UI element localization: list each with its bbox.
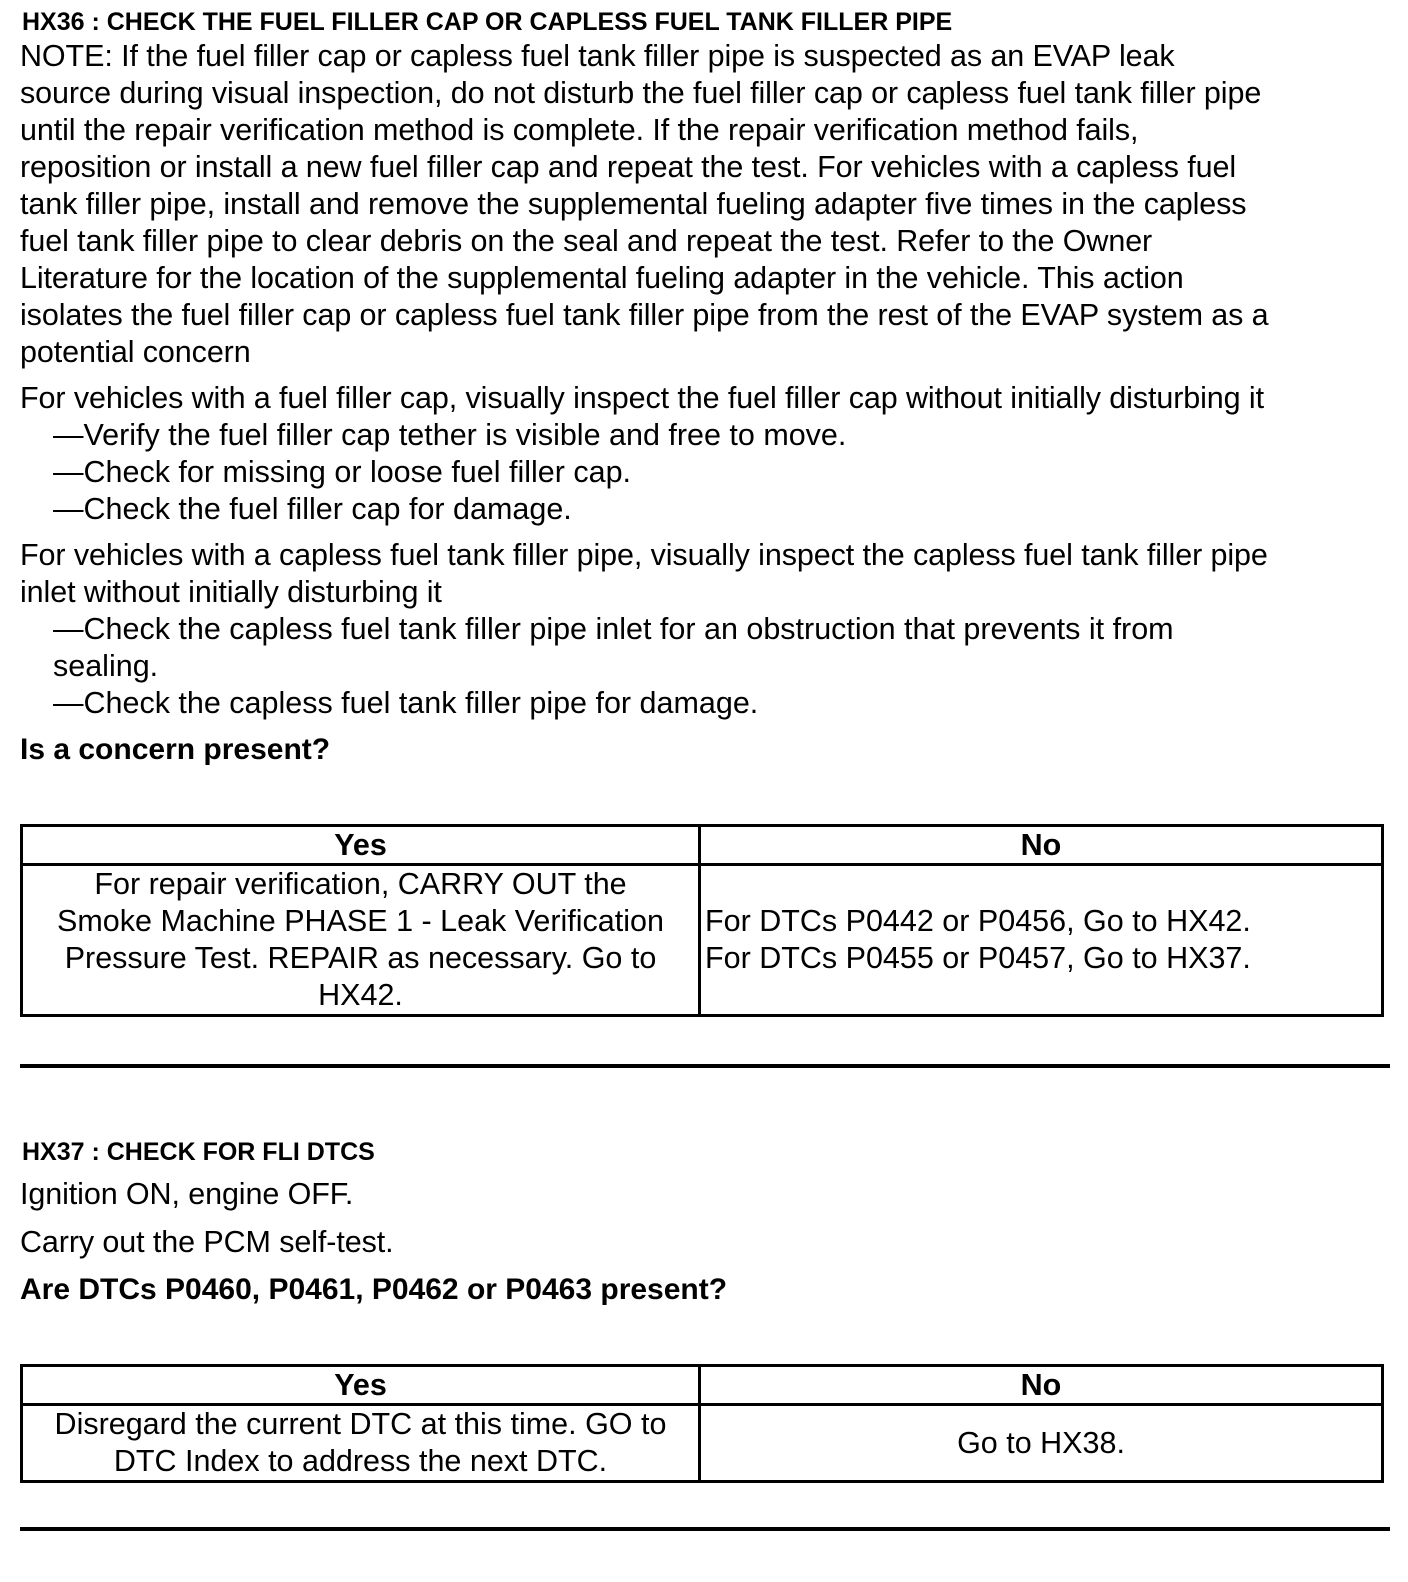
note-line: tank filler pipe, install and remove the supplemental fueling adapter five times in the capless bbox=[20, 187, 1247, 221]
yes-header: Yes bbox=[22, 826, 700, 865]
note-line: isolates the fuel filler cap or capless fuel tank filler pipe from the rest of the EVAP system as a bbox=[20, 298, 1269, 332]
note-line: potential concern bbox=[20, 335, 251, 369]
table-header-row bbox=[22, 826, 1383, 865]
cell-line: Disregard the current DTC at this time. GO to bbox=[54, 1407, 667, 1441]
yes-cell bbox=[22, 1405, 700, 1482]
table-row bbox=[22, 865, 1383, 1016]
note-line: source during visual inspection, do not disturb the fuel filler cap or capless fuel tank filler pipe bbox=[20, 76, 1262, 110]
no-cell: Go to HX38. bbox=[700, 1405, 1383, 1482]
step-text: Carry out the PCM self-test. bbox=[20, 1225, 394, 1259]
capless-intro-line: For vehicles with a capless fuel tank filler pipe, visually inspect the capless fuel tank filler pipe bbox=[20, 538, 1268, 572]
section-divider bbox=[20, 1064, 1390, 1068]
capless-intro bbox=[20, 537, 1392, 611]
note-paragraph bbox=[20, 38, 1392, 371]
no-header: No bbox=[700, 1366, 1383, 1405]
note-line: fuel tank filler pipe to clear debris on the seal and repeat the test. Refer to the Owner bbox=[20, 224, 1153, 258]
cell-line: DTC Index to address the next DTC. bbox=[113, 1444, 608, 1478]
no-cell bbox=[700, 865, 1383, 1016]
capless-checklist bbox=[20, 611, 1392, 722]
table-header-row bbox=[22, 1366, 1383, 1405]
fuel-cap-intro: For vehicles with a fuel filler cap, visually inspect the fuel filler cap without initially disturbing it bbox=[20, 381, 1264, 415]
cell-line: Smoke Machine PHASE 1 - Leak Verification bbox=[57, 904, 664, 938]
cell-line: For repair verification, CARRY OUT the bbox=[94, 867, 627, 901]
note-line: until the repair verification method is complete. If the repair verification method fails, bbox=[20, 113, 1139, 147]
note-line: Literature for the location of the supplemental fueling adapter in the vehicle. This action bbox=[20, 261, 1184, 295]
list-item: sealing. bbox=[53, 649, 159, 683]
capless-intro-line: inlet without initially disturbing it bbox=[20, 575, 442, 609]
cell-line: For DTCs P0455 or P0457, Go to HX37. bbox=[705, 941, 1251, 975]
yes-header: Yes bbox=[22, 1366, 700, 1405]
list-item: —Check the capless fuel tank filler pipe for damage. bbox=[53, 686, 759, 720]
section-divider bbox=[20, 1527, 1390, 1531]
yes-no-table-hx36 bbox=[20, 824, 1384, 1017]
list-item: —Check the capless fuel tank filler pipe inlet for an obstruction that prevents it from bbox=[53, 612, 1174, 646]
no-header: No bbox=[700, 826, 1383, 865]
cell-line: Pressure Test. REPAIR as necessary. Go to bbox=[64, 941, 657, 975]
list-item: —Verify the fuel filler cap tether is visible and free to move. bbox=[53, 418, 847, 452]
cell-line: HX42. bbox=[318, 978, 403, 1012]
section-heading-hx37: HX37 : CHECK FOR FLI DTCS bbox=[22, 1138, 375, 1166]
yes-cell bbox=[22, 865, 700, 1016]
list-item: —Check the fuel filler cap for damage. bbox=[53, 492, 572, 526]
note-line: reposition or install a new fuel filler cap and repeat the test. For vehicles with a capless fuel bbox=[20, 150, 1237, 184]
document-page bbox=[20, 6, 1392, 1531]
fuel-cap-checklist bbox=[20, 417, 1392, 528]
table-row bbox=[22, 1405, 1383, 1482]
question-hx36: Is a concern present? bbox=[20, 733, 331, 766]
list-item: —Check for missing or loose fuel filler cap. bbox=[53, 455, 632, 489]
cell-line: For DTCs P0442 or P0456, Go to HX42. bbox=[705, 904, 1251, 938]
question-hx37: Are DTCs P0460, P0461, P0462 or P0463 present? bbox=[20, 1273, 728, 1306]
note-line: NOTE: If the fuel filler cap or capless fuel tank filler pipe is suspected as an EVAP leak bbox=[20, 39, 1175, 73]
section-heading-hx36: HX36 : CHECK THE FUEL FILLER CAP OR CAPLESS FUEL TANK FILLER PIPE bbox=[22, 8, 953, 36]
step-text: Ignition ON, engine OFF. bbox=[20, 1177, 354, 1211]
yes-no-table-hx37 bbox=[20, 1364, 1384, 1483]
